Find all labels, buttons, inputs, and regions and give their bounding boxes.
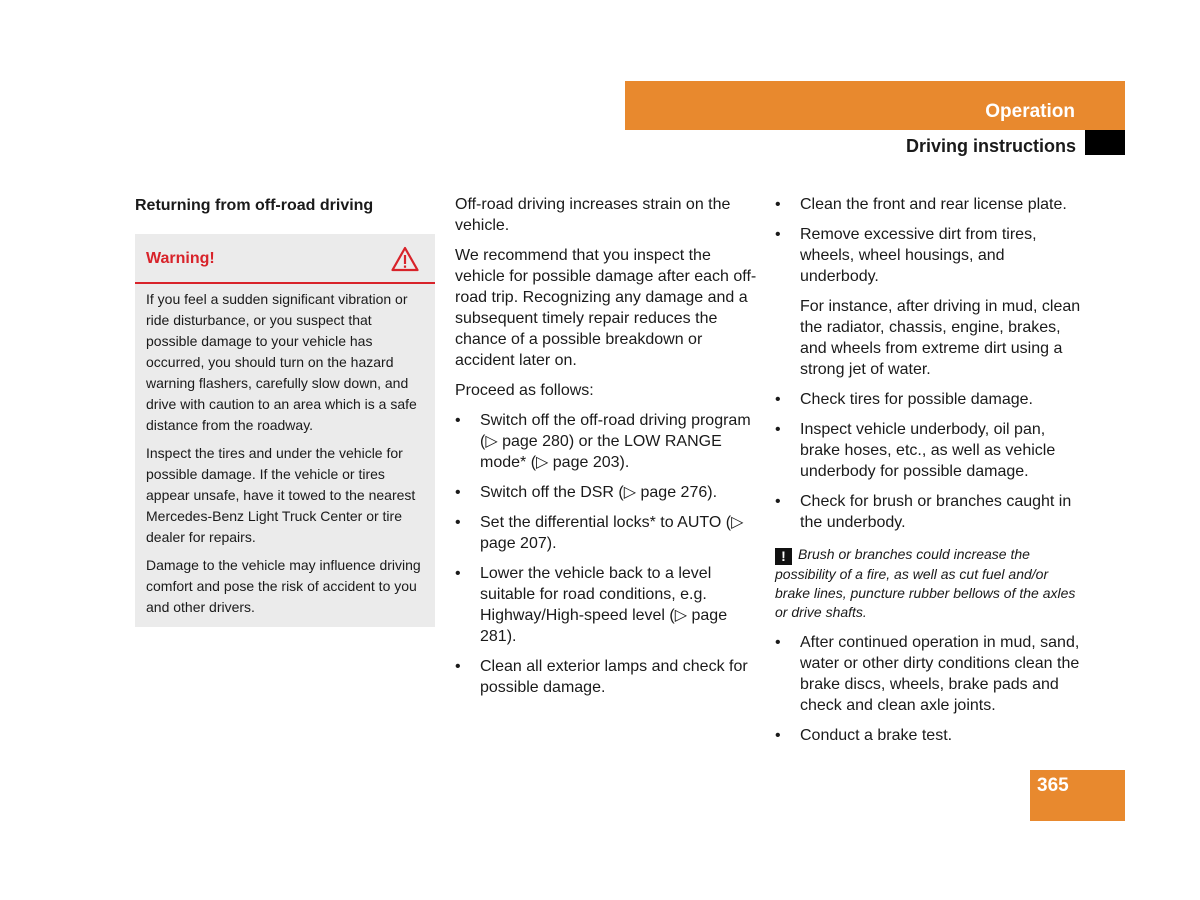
list-item-text: Set the differential locks* to AUTO (▷ page 207). xyxy=(480,514,744,552)
list-item xyxy=(775,491,1085,533)
list-item xyxy=(455,410,760,473)
list-item xyxy=(775,224,1085,287)
list-item-text: Switch off the off-road driving program (▷ page 280) or the LOW RANGE mode* (▷ page 203). xyxy=(480,412,751,471)
bullet: • xyxy=(455,565,461,582)
warning-paragraph: Inspect the tires and under the vehicle for possible damage. If the vehicle or tires appear unsafe, have it towed to the nearest Mercedes-Benz Light Truck Center or tire dealer for repairs. xyxy=(146,445,416,545)
bullet: • xyxy=(775,493,781,510)
column-middle xyxy=(455,194,760,707)
list-item xyxy=(775,725,1085,746)
list-item xyxy=(775,632,1085,716)
list-item-text: Inspect vehicle underbody, oil pan, brake hoses, etc., as well as vehicle underbody for possible damage. xyxy=(800,421,1056,480)
bullet: • xyxy=(775,226,781,243)
notice-box xyxy=(775,545,1085,622)
warning-paragraph: If you feel a sudden significant vibration or ride disturbance, or you suspect that possible damage to your vehicle has occurred, you should turn on the hazard warning flashers, carefully slow down, and drive with caution to an area which is a safe distance from the roadway. xyxy=(146,291,417,433)
paragraph: Proceed as follows: xyxy=(455,382,594,399)
list-item-text: Switch off the DSR (▷ page 276). xyxy=(480,484,718,501)
bullet: • xyxy=(775,196,781,213)
list-item xyxy=(455,512,760,554)
warning-label: Warning! xyxy=(146,250,215,267)
list-item xyxy=(775,194,1085,215)
list-item-text: Check tires for possible damage. xyxy=(800,391,1033,408)
list-item-text: Clean the front and rear license plate. xyxy=(800,196,1067,213)
page-number: 365 xyxy=(1037,775,1069,796)
heading-returning-offroad: Returning from off-road driving xyxy=(135,197,374,214)
list-item xyxy=(775,419,1085,482)
page-number-box xyxy=(1030,770,1125,821)
section-title: Operation xyxy=(985,101,1075,122)
paragraph: We recommend that you inspect the vehicle for possible damage after each off-road trip. Recognizing any damage and a subsequent timely repair reduces the chance of a possible breakdown or accident later on. xyxy=(455,247,757,369)
bullet: • xyxy=(455,484,461,501)
bullet: • xyxy=(775,421,781,438)
list-item-text: Check for brush or branches caught in the underbody. xyxy=(800,493,1072,531)
bullet: • xyxy=(775,727,781,744)
warning-triangle-icon xyxy=(391,246,419,272)
paragraph: Off-road driving increases strain on the vehicle. xyxy=(455,196,731,234)
list-item-text: Conduct a brake test. xyxy=(800,727,953,744)
list-item xyxy=(775,389,1085,410)
exclamation-icon: ! xyxy=(775,548,792,565)
column-left xyxy=(135,194,435,627)
warning-header xyxy=(135,234,435,284)
warning-box xyxy=(135,234,435,627)
column-right xyxy=(775,194,1085,755)
warning-body xyxy=(135,284,435,627)
header-marker-block xyxy=(1085,130,1125,155)
bullet: • xyxy=(455,658,461,675)
bullet: • xyxy=(775,634,781,651)
list-item xyxy=(455,656,760,698)
list-item-text: Remove excessive dirt from tires, wheels, wheel housings, and underbody. xyxy=(800,226,1037,285)
bullet: • xyxy=(455,514,461,531)
warning-paragraph: Damage to the vehicle may influence driving comfort and pose the risk of accident to you and other drivers. xyxy=(146,557,421,615)
list-item-text: Clean all exterior lamps and check for possible damage. xyxy=(480,658,748,696)
header-bar xyxy=(625,81,1125,130)
list-item-text: Lower the vehicle back to a level suitable for road conditions, e.g. Highway/High-speed level (▷ page 281). xyxy=(480,565,728,645)
list-item-text: After continued operation in mud, sand, water or other dirty conditions clean the brake discs, wheels, brake pads and check and clean axle joints. xyxy=(800,634,1080,714)
list-item xyxy=(455,563,760,647)
bullet: • xyxy=(455,412,461,429)
sub-paragraph: For instance, after driving in mud, clean the radiator, chassis, engine, brakes, and wheels from extreme dirt using a strong jet of water. xyxy=(800,298,1081,378)
notice-text: Brush or branches could increase the possibility of a fire, as well as cut fuel and/or brake lines, puncture rubber bellows of the axles or drive shafts. xyxy=(775,546,1076,620)
list-item xyxy=(455,482,760,503)
bullet: • xyxy=(775,391,781,408)
subsection-title: Driving instructions xyxy=(905,136,1076,156)
